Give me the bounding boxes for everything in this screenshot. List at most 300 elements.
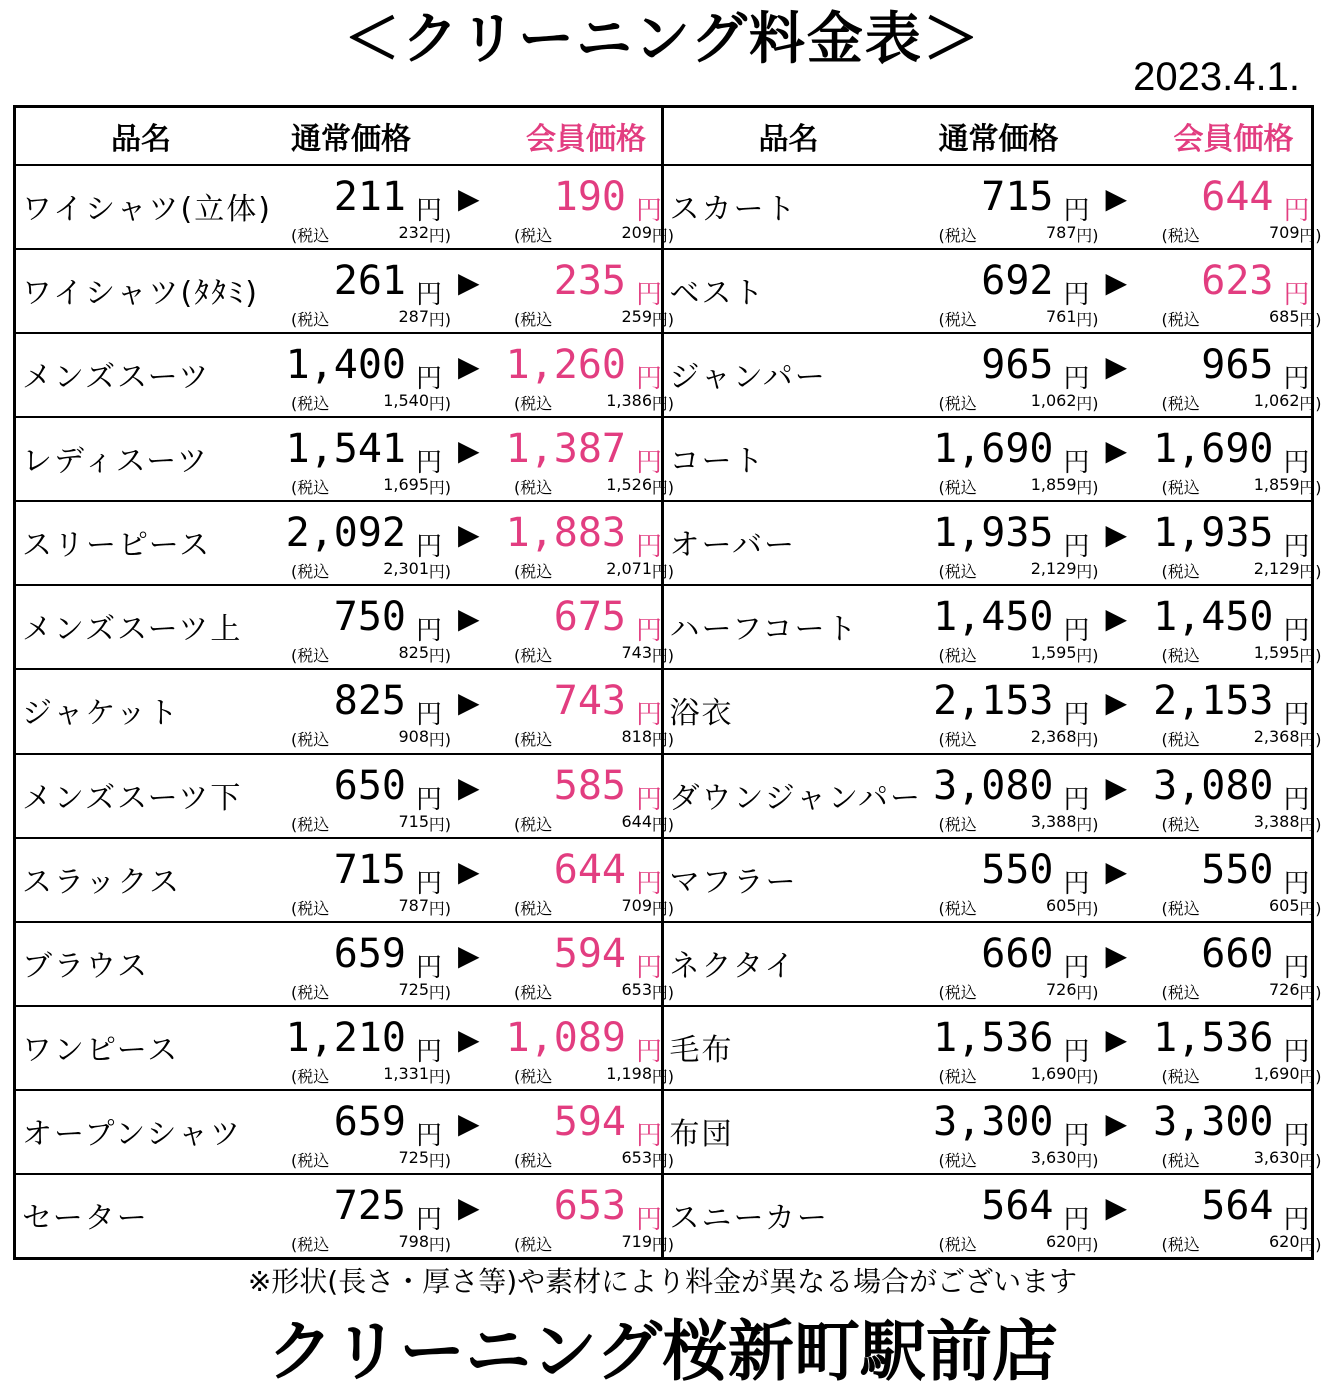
tax-unit: 円) bbox=[428, 310, 451, 330]
yen-unit: 円 bbox=[636, 952, 663, 983]
tax-label: (税込 bbox=[291, 898, 330, 918]
yen-unit: 円 bbox=[1283, 868, 1310, 899]
yen-unit: 円 bbox=[636, 616, 663, 647]
tax-label: (税込 bbox=[938, 394, 977, 414]
arrow-icon: ▶ bbox=[1105, 518, 1128, 552]
table-row bbox=[664, 670, 1322, 754]
member-price: 1,536 bbox=[1153, 1014, 1274, 1061]
tax-value: 259 bbox=[621, 307, 652, 327]
arrow-icon: ▶ bbox=[458, 1190, 480, 1224]
tax-value: 653 bbox=[621, 979, 652, 999]
member-price: 585 bbox=[553, 762, 626, 809]
tax-value: 725 bbox=[398, 1147, 429, 1167]
member-price: 3,300 bbox=[1153, 1098, 1274, 1145]
tax-unit: 円) bbox=[1076, 1066, 1099, 1086]
tax-unit: 円) bbox=[1299, 310, 1322, 330]
yen-unit: 円 bbox=[636, 448, 663, 479]
table-row bbox=[16, 1007, 674, 1091]
price-note: ※形状(長さ・厚さ等)や素材により料金が異なる場合がございます bbox=[247, 1265, 1078, 1298]
tax-label: (税込 bbox=[514, 898, 553, 918]
tax-label: (税込 bbox=[938, 814, 977, 834]
item-name: セーター bbox=[22, 1200, 149, 1236]
yen-unit: 円 bbox=[1283, 616, 1310, 647]
tax-value: 3,630 bbox=[1030, 1147, 1077, 1167]
yen-unit: 円 bbox=[416, 280, 443, 311]
member-price: 564 bbox=[1201, 1182, 1274, 1229]
member-price: 623 bbox=[1201, 258, 1274, 305]
regular-price: 211 bbox=[333, 174, 406, 220]
tax-label: (税込 bbox=[514, 646, 553, 666]
tax-value: 644 bbox=[621, 811, 652, 831]
tax-label: (税込 bbox=[1161, 730, 1200, 750]
item-name: オープンシャツ bbox=[22, 1116, 242, 1152]
tax-unit: 円) bbox=[428, 646, 451, 666]
tax-value: 726 bbox=[1045, 979, 1077, 999]
tax-label: (税込 bbox=[938, 898, 977, 918]
tax-unit: 円) bbox=[428, 730, 451, 750]
tax-label: (税込 bbox=[938, 1066, 977, 1086]
member-price: 653 bbox=[553, 1182, 626, 1229]
yen-unit: 円 bbox=[636, 280, 663, 311]
regular-price: 2,092 bbox=[285, 510, 406, 557]
regular-price: 1,450 bbox=[933, 594, 1054, 641]
arrow-icon: ▶ bbox=[1105, 602, 1128, 636]
table-row bbox=[664, 1091, 1322, 1175]
item-name: ジャンパー bbox=[669, 360, 827, 396]
item-name: スラックス bbox=[22, 864, 182, 900]
header-regular-price: 通常価格 bbox=[938, 122, 1059, 157]
yen-unit: 円 bbox=[1283, 952, 1310, 983]
yen-unit: 円 bbox=[1063, 700, 1090, 731]
member-price: 2,153 bbox=[1153, 678, 1274, 725]
item-name: スリーピース bbox=[22, 528, 212, 564]
tax-value: 3,388 bbox=[1253, 811, 1300, 831]
yen-unit: 円 bbox=[636, 1204, 663, 1235]
tax-unit: 円) bbox=[1299, 478, 1322, 498]
tax-unit: 円) bbox=[428, 814, 451, 834]
yen-unit: 円 bbox=[636, 1036, 663, 1067]
arrow-icon: ▶ bbox=[458, 350, 480, 384]
regular-price: 3,300 bbox=[933, 1098, 1054, 1145]
regular-price: 715 bbox=[333, 846, 406, 893]
table-header bbox=[664, 108, 1312, 166]
yen-unit: 円 bbox=[1063, 1120, 1090, 1151]
item-name: ベスト bbox=[669, 276, 766, 312]
tax-label: (税込 bbox=[514, 730, 553, 750]
table-row bbox=[664, 923, 1322, 1007]
tax-value: 620 bbox=[1045, 1231, 1077, 1251]
tax-unit: 円) bbox=[428, 898, 451, 918]
member-price: 965 bbox=[1201, 342, 1274, 389]
tax-label: (税込 bbox=[938, 730, 977, 750]
tax-label: (税込 bbox=[938, 982, 977, 1002]
price-table bbox=[13, 105, 1322, 1260]
item-name: マフラー bbox=[669, 864, 798, 900]
item-name: 布団 bbox=[669, 1116, 734, 1152]
arrow-icon: ▶ bbox=[1105, 938, 1128, 972]
yen-unit: 円 bbox=[1283, 280, 1310, 311]
tax-value: 1,386 bbox=[606, 391, 652, 411]
arrow-icon: ▶ bbox=[458, 1106, 480, 1140]
tax-label: (税込 bbox=[514, 982, 553, 1002]
table-row bbox=[664, 755, 1322, 839]
tax-unit: 円) bbox=[1299, 1066, 1322, 1086]
yen-unit: 円 bbox=[416, 532, 443, 563]
tax-value: 1,062 bbox=[1253, 391, 1300, 411]
arrow-icon: ▶ bbox=[458, 770, 480, 804]
tax-unit: 円) bbox=[1076, 1234, 1099, 1254]
yen-unit: 円 bbox=[1063, 616, 1090, 647]
tax-label: (税込 bbox=[514, 1066, 553, 1086]
arrow-icon: ▶ bbox=[1105, 1106, 1128, 1140]
yen-unit: 円 bbox=[416, 1036, 443, 1067]
tax-label: (税込 bbox=[1161, 394, 1200, 414]
effective-date: 2023.4.1. bbox=[1133, 55, 1300, 99]
tax-value: 685 bbox=[1268, 307, 1300, 327]
table-row bbox=[16, 418, 674, 502]
tax-unit: 円) bbox=[651, 814, 674, 834]
tax-label: (税込 bbox=[1161, 1234, 1200, 1254]
yen-unit: 円 bbox=[1063, 784, 1090, 815]
table-row bbox=[664, 418, 1322, 502]
arrow-icon: ▶ bbox=[1105, 854, 1128, 888]
table-row bbox=[664, 250, 1322, 334]
tax-value: 1,690 bbox=[1253, 1063, 1300, 1083]
table-row bbox=[16, 755, 674, 839]
tax-label: (税込 bbox=[1161, 1066, 1200, 1086]
tax-label: (税込 bbox=[291, 394, 330, 414]
regular-price: 725 bbox=[333, 1182, 406, 1229]
table-row bbox=[16, 502, 674, 586]
header-member-price: 会員価格 bbox=[1173, 122, 1294, 157]
tax-value: 743 bbox=[621, 643, 652, 663]
yen-unit: 円 bbox=[416, 1204, 443, 1235]
tax-unit: 円) bbox=[1076, 394, 1099, 414]
arrow-icon: ▶ bbox=[1105, 182, 1128, 215]
tax-unit: 円) bbox=[651, 478, 674, 498]
regular-price: 550 bbox=[981, 846, 1054, 893]
page-title: ＜クリーニング料金表＞ bbox=[344, 7, 981, 72]
regular-price: 965 bbox=[981, 342, 1054, 389]
yen-unit: 円 bbox=[1063, 1204, 1090, 1235]
arrow-icon: ▶ bbox=[458, 686, 480, 720]
tax-label: (税込 bbox=[291, 562, 330, 582]
item-name: メンズスーツ上 bbox=[22, 612, 243, 648]
tax-label: (税込 bbox=[291, 982, 330, 1002]
tax-value: 787 bbox=[1045, 223, 1077, 242]
tax-label: (税込 bbox=[291, 226, 330, 245]
table-row bbox=[16, 250, 674, 334]
tax-label: (税込 bbox=[938, 646, 977, 666]
tax-value: 908 bbox=[398, 727, 429, 747]
member-price: 1,450 bbox=[1153, 594, 1274, 641]
tax-unit: 円) bbox=[1299, 814, 1322, 834]
regular-price: 261 bbox=[333, 258, 406, 305]
tax-unit: 円) bbox=[1076, 478, 1099, 498]
tax-unit: 円) bbox=[1076, 646, 1099, 666]
tax-unit: 円) bbox=[1299, 394, 1322, 414]
tax-unit: 円) bbox=[651, 562, 674, 582]
header-name: 品名 bbox=[111, 122, 171, 157]
tax-value: 1,540 bbox=[383, 391, 429, 411]
tax-value: 605 bbox=[1268, 895, 1300, 915]
regular-price: 564 bbox=[981, 1182, 1054, 1229]
tax-value: 1,595 bbox=[1253, 643, 1300, 663]
item-name: ワイシャツ(ﾀﾀﾐ) bbox=[22, 276, 259, 312]
regular-price: 1,400 bbox=[285, 342, 406, 389]
table-row bbox=[664, 334, 1322, 418]
yen-unit: 円 bbox=[1283, 1036, 1310, 1067]
table-row bbox=[664, 166, 1322, 250]
tax-unit: 円) bbox=[1076, 982, 1099, 1002]
tax-value: 2,368 bbox=[1253, 727, 1300, 747]
tax-unit: 円) bbox=[1299, 562, 1322, 582]
yen-unit: 円 bbox=[416, 952, 443, 983]
tax-label: (税込 bbox=[1161, 1150, 1200, 1170]
tax-label: (税込 bbox=[291, 478, 330, 498]
tax-unit: 円) bbox=[651, 394, 674, 414]
tax-unit: 円) bbox=[1076, 814, 1099, 834]
tax-label: (税込 bbox=[514, 478, 553, 498]
tax-label: (税込 bbox=[1161, 562, 1200, 582]
yen-unit: 円 bbox=[636, 1120, 663, 1151]
tax-value: 3,630 bbox=[1253, 1147, 1300, 1167]
tax-value: 725 bbox=[398, 979, 429, 999]
yen-unit: 円 bbox=[416, 868, 443, 899]
yen-unit: 円 bbox=[416, 784, 443, 815]
tax-value: 1,198 bbox=[606, 1063, 652, 1083]
tax-value: 798 bbox=[398, 1231, 429, 1251]
member-price: 675 bbox=[553, 594, 626, 641]
item-name: ワンピース bbox=[22, 1032, 180, 1068]
yen-unit: 円 bbox=[1063, 868, 1090, 899]
tax-unit: 円) bbox=[1299, 1150, 1322, 1170]
regular-price: 1,541 bbox=[285, 426, 406, 473]
tax-value: 1,859 bbox=[1030, 475, 1077, 495]
tax-label: (税込 bbox=[1161, 982, 1200, 1002]
table-row bbox=[16, 586, 674, 670]
tax-value: 2,129 bbox=[1253, 559, 1300, 579]
yen-unit: 円 bbox=[1283, 700, 1310, 731]
table-row bbox=[16, 839, 674, 923]
item-name: 浴衣 bbox=[669, 696, 734, 732]
tax-value: 1,062 bbox=[1030, 391, 1077, 411]
tax-unit: 円) bbox=[1076, 730, 1099, 750]
header-member-price: 会員価格 bbox=[526, 122, 646, 157]
arrow-icon: ▶ bbox=[1105, 434, 1128, 468]
tax-value: 709 bbox=[621, 895, 652, 915]
yen-unit: 円 bbox=[1283, 448, 1310, 479]
tax-value: 726 bbox=[1268, 979, 1300, 999]
tax-unit: 円) bbox=[1299, 898, 1322, 918]
tax-value: 653 bbox=[621, 1147, 652, 1167]
member-price: 743 bbox=[553, 678, 626, 725]
member-price: 1,387 bbox=[505, 426, 626, 473]
member-price: 3,080 bbox=[1153, 762, 1274, 809]
item-name: ネクタイ bbox=[669, 948, 797, 984]
tax-unit: 円) bbox=[651, 1234, 674, 1254]
tax-value: 709 bbox=[1268, 223, 1300, 242]
yen-unit: 円 bbox=[1283, 532, 1310, 563]
regular-price: 692 bbox=[981, 258, 1054, 305]
yen-unit: 円 bbox=[1283, 1120, 1310, 1151]
tax-unit: 円) bbox=[1299, 1234, 1322, 1254]
yen-unit: 円 bbox=[416, 364, 443, 395]
table-row bbox=[16, 334, 674, 418]
tax-unit: 円) bbox=[1299, 730, 1322, 750]
arrow-icon: ▶ bbox=[1105, 266, 1128, 300]
item-name: レディスーツ bbox=[22, 444, 209, 480]
tax-value: 787 bbox=[398, 895, 429, 915]
yen-unit: 円 bbox=[416, 616, 443, 647]
member-price: 1,260 bbox=[505, 342, 626, 389]
yen-unit: 円 bbox=[636, 868, 663, 899]
item-name: ブラウス bbox=[22, 948, 150, 984]
tax-label: (税込 bbox=[938, 1150, 977, 1170]
item-name: ワイシャツ(立体) bbox=[22, 192, 272, 227]
member-price: 1,883 bbox=[505, 510, 626, 557]
regular-price: 660 bbox=[981, 930, 1054, 977]
tax-label: (税込 bbox=[1161, 310, 1200, 330]
table-row bbox=[16, 670, 674, 754]
item-name: コート bbox=[669, 444, 766, 480]
tax-label: (税込 bbox=[1161, 898, 1200, 918]
tax-label: (税込 bbox=[514, 394, 553, 414]
item-name: オーバー bbox=[669, 528, 796, 564]
tax-unit: 円) bbox=[1299, 646, 1322, 666]
tax-unit: 円) bbox=[1076, 310, 1099, 330]
tax-value: 1,595 bbox=[1030, 643, 1077, 663]
header-name: 品名 bbox=[758, 122, 819, 157]
tax-label: (税込 bbox=[938, 478, 977, 498]
tax-label: (税込 bbox=[514, 1234, 553, 1254]
tax-unit: 円) bbox=[428, 1234, 451, 1254]
table-row bbox=[16, 923, 674, 1007]
tax-unit: 円) bbox=[428, 1066, 451, 1086]
regular-price: 1,935 bbox=[933, 510, 1054, 557]
tax-label: (税込 bbox=[514, 814, 553, 834]
table-row bbox=[16, 1091, 674, 1175]
tax-value: 761 bbox=[1045, 307, 1077, 327]
tax-value: 1,859 bbox=[1253, 475, 1300, 495]
yen-unit: 円 bbox=[1283, 784, 1310, 815]
yen-unit: 円 bbox=[1063, 952, 1090, 983]
item-name: スニーカー bbox=[669, 1200, 829, 1236]
table-row bbox=[16, 166, 674, 250]
table-row bbox=[664, 839, 1322, 923]
member-price: 235 bbox=[553, 258, 626, 305]
tax-value: 2,368 bbox=[1030, 727, 1077, 747]
regular-price: 3,080 bbox=[933, 762, 1054, 809]
tax-value: 825 bbox=[398, 643, 429, 663]
yen-unit: 円 bbox=[416, 448, 443, 479]
table-row bbox=[664, 1007, 1322, 1091]
yen-unit: 円 bbox=[636, 364, 663, 395]
yen-unit: 円 bbox=[1063, 1036, 1090, 1067]
tax-label: (税込 bbox=[514, 562, 553, 582]
tax-value: 2,301 bbox=[383, 559, 429, 579]
yen-unit: 円 bbox=[416, 1120, 443, 1151]
tax-value: 2,129 bbox=[1030, 559, 1077, 579]
arrow-icon: ▶ bbox=[1105, 1190, 1128, 1224]
member-price: 644 bbox=[553, 846, 626, 893]
yen-unit: 円 bbox=[1283, 196, 1310, 226]
arrow-icon: ▶ bbox=[1105, 770, 1128, 804]
item-name: 毛布 bbox=[669, 1032, 734, 1068]
tax-value: 1,331 bbox=[383, 1063, 429, 1083]
tax-value: 232 bbox=[398, 223, 429, 242]
tax-unit: 円) bbox=[651, 730, 674, 750]
yen-unit: 円 bbox=[1063, 532, 1090, 563]
arrow-icon: ▶ bbox=[458, 518, 480, 552]
table-row bbox=[664, 502, 1322, 586]
price-table-left bbox=[16, 108, 674, 1257]
price-table-right bbox=[664, 108, 1322, 1257]
yen-unit: 円 bbox=[1063, 280, 1090, 311]
tax-unit: 円) bbox=[651, 1150, 674, 1170]
tax-label: (税込 bbox=[1161, 478, 1200, 498]
tax-value: 818 bbox=[621, 727, 652, 747]
tax-value: 1,690 bbox=[1030, 1063, 1077, 1083]
tax-label: (税込 bbox=[938, 1234, 977, 1254]
arrow-icon: ▶ bbox=[458, 854, 480, 888]
yen-unit: 円 bbox=[416, 700, 443, 731]
yen-unit: 円 bbox=[1283, 364, 1310, 395]
tax-unit: 円) bbox=[1076, 562, 1099, 582]
member-price: 594 bbox=[553, 930, 626, 977]
arrow-icon: ▶ bbox=[458, 434, 480, 468]
regular-price: 650 bbox=[333, 762, 406, 809]
tax-value: 209 bbox=[621, 223, 652, 242]
tax-value: 287 bbox=[398, 307, 429, 327]
tax-label: (税込 bbox=[291, 310, 330, 330]
arrow-icon: ▶ bbox=[458, 1022, 480, 1056]
regular-price: 825 bbox=[333, 678, 406, 725]
yen-unit: 円 bbox=[1063, 364, 1090, 395]
tax-label: (税込 bbox=[514, 226, 553, 245]
tax-unit: 円) bbox=[651, 310, 674, 330]
arrow-icon: ▶ bbox=[458, 182, 480, 215]
tax-unit: 円) bbox=[651, 1066, 674, 1086]
header-regular-price: 通常価格 bbox=[291, 122, 411, 157]
arrow-icon: ▶ bbox=[1105, 686, 1128, 720]
tax-label: (税込 bbox=[291, 646, 330, 666]
tax-label: (税込 bbox=[514, 1150, 553, 1170]
tax-label: (税込 bbox=[291, 814, 330, 834]
item-name: メンズスーツ bbox=[22, 360, 211, 396]
tax-label: (税込 bbox=[1161, 646, 1200, 666]
table-row bbox=[664, 586, 1322, 670]
tax-value: 1,695 bbox=[383, 475, 429, 495]
yen-unit: 円 bbox=[636, 784, 663, 815]
member-price: 1,935 bbox=[1153, 510, 1274, 557]
arrow-icon: ▶ bbox=[1105, 1022, 1128, 1056]
tax-unit: 円) bbox=[428, 562, 451, 582]
tax-unit: 円) bbox=[651, 646, 674, 666]
tax-label: (税込 bbox=[291, 1234, 330, 1254]
yen-unit: 円 bbox=[416, 196, 443, 226]
rows-left bbox=[16, 166, 674, 1257]
regular-price: 750 bbox=[333, 594, 406, 641]
tax-label: (税込 bbox=[938, 310, 977, 330]
table-header bbox=[16, 108, 661, 166]
arrow-icon: ▶ bbox=[458, 266, 480, 300]
tax-unit: 円) bbox=[428, 982, 451, 1002]
yen-unit: 円 bbox=[636, 700, 663, 731]
regular-price: 715 bbox=[981, 174, 1054, 220]
member-price: 1,089 bbox=[505, 1014, 626, 1061]
table-row bbox=[16, 1175, 674, 1257]
